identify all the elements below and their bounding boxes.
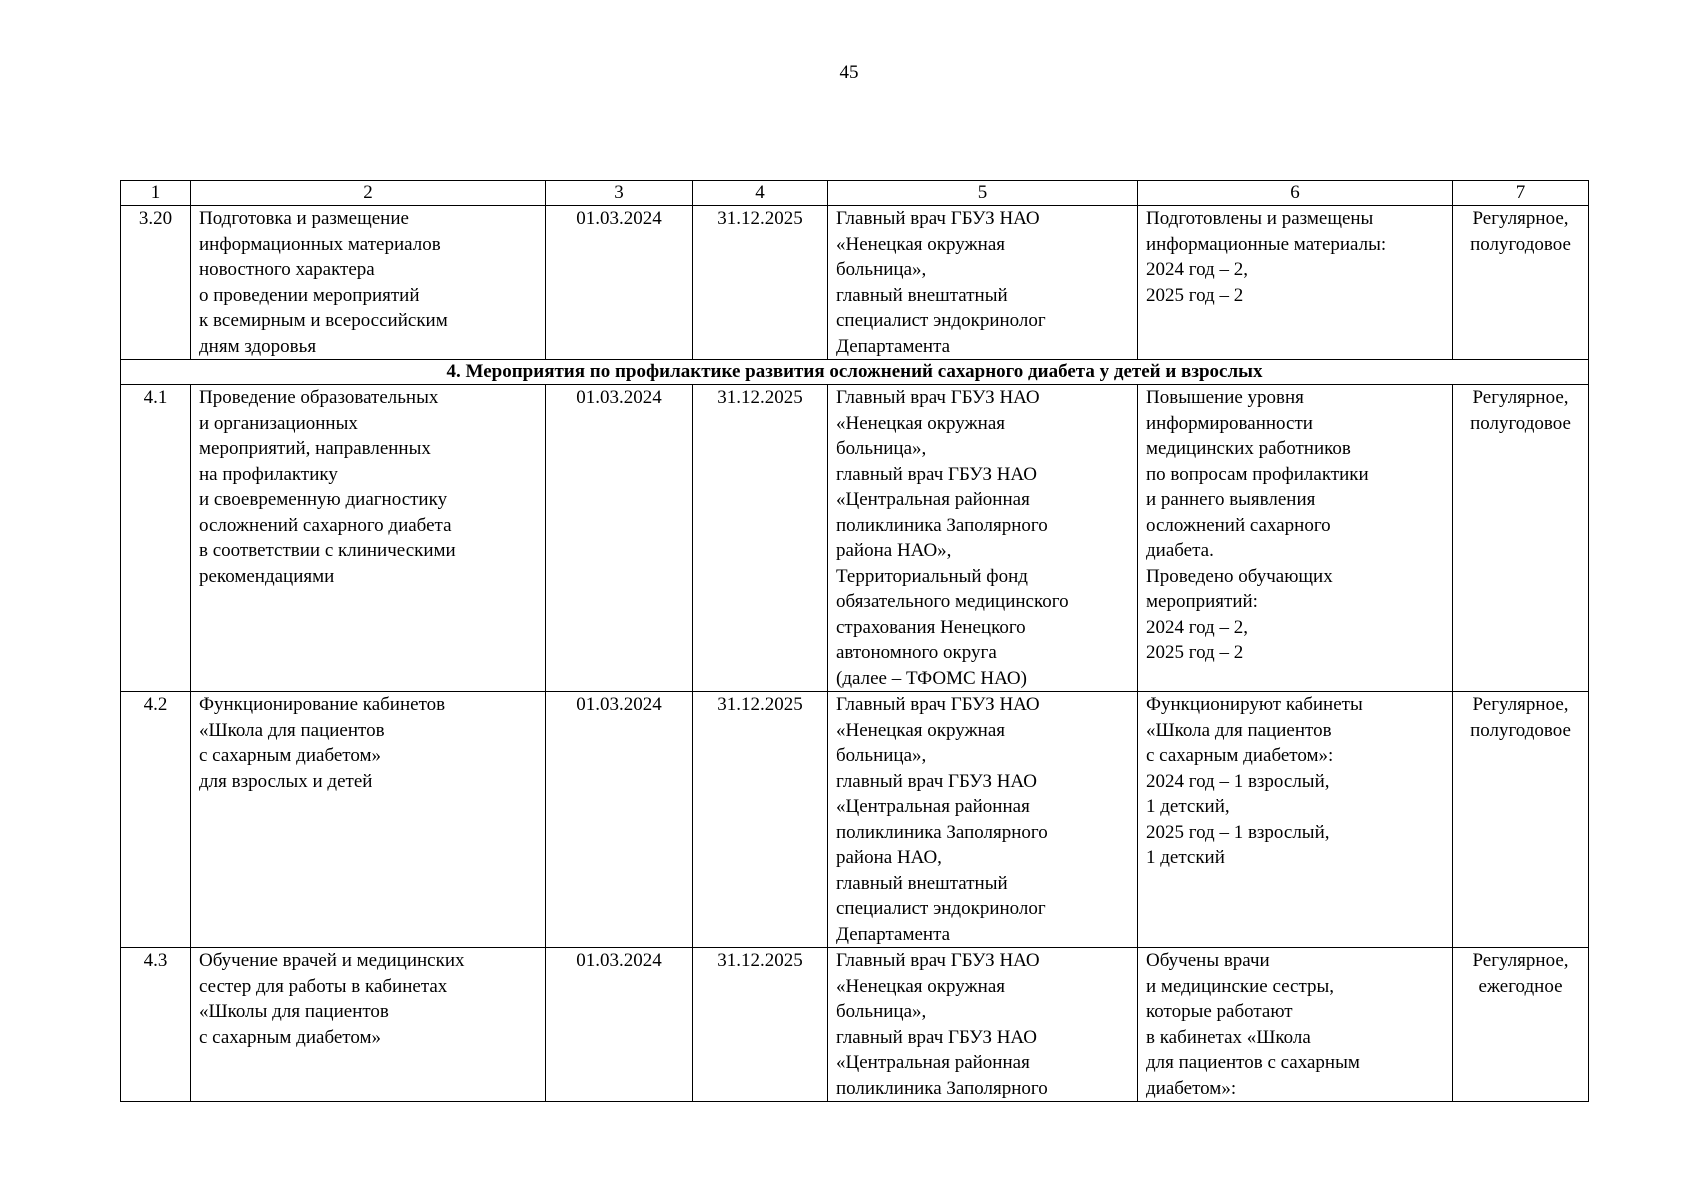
activity-cell: Проведение образовательных и организационных мероприятий, направленных на профилактику и своевременную диагностику осложнений сахарного диабета в соответствии с клиническими рекомендациями xyxy=(191,385,546,692)
row-number: 4.1 xyxy=(121,385,191,692)
end-date-cell: 31.12.2025 xyxy=(693,206,828,360)
row-number: 4.3 xyxy=(121,948,191,1102)
table-row xyxy=(121,385,1589,692)
frequency-cell: Регулярное, полугодовое xyxy=(1453,385,1589,692)
frequency-cell: Регулярное, полугодовое xyxy=(1453,692,1589,948)
frequency-cell: Регулярное, полугодовое xyxy=(1453,206,1589,360)
result-cell: Повышение уровня информированности медицинских работников по вопросам профилактики и раннего выявления осложнений сахарного диабета. Проведено обучающих мероприятий: 2024 год – 2, 2025 год – 2 xyxy=(1138,385,1453,692)
table-row xyxy=(121,948,1589,1102)
responsible-cell: Главный врач ГБУЗ НАО «Ненецкая окружная больница», главный врач ГБУЗ НАО «Центральная районная поликлиника Заполярного района НАО», Территориальный фонд обязательного медицинского страхования Ненецкого автономного округа (далее – ТФОМС НАО) xyxy=(828,385,1138,692)
result-cell: Функционируют кабинеты «Школа для пациентов с сахарным диабетом»: 2024 год – 1 взрослый, 1 детский, 2025 год – 1 взрослый, 1 детский xyxy=(1138,692,1453,948)
column-number: 4 xyxy=(693,181,828,206)
activity-cell: Подготовка и размещение информационных материалов новостного характера о проведении мероприятий к всемирным и всероссийским дням здоровья xyxy=(191,206,546,360)
activity-cell: Обучение врачей и медицинских сестер для работы в кабинетах «Школы для пациентов с сахарным диабетом» xyxy=(191,948,546,1102)
responsible-cell: Главный врач ГБУЗ НАО «Ненецкая окружная больница», главный врач ГБУЗ НАО «Центральная районная поликлиника Заполярного района НАО, главный внештатный специалист эндокринолог Департамента xyxy=(828,692,1138,948)
table-row xyxy=(121,692,1589,948)
activity-cell: Функционирование кабинетов «Школа для пациентов с сахарным диабетом» для взрослых и детей xyxy=(191,692,546,948)
action-plan-table xyxy=(120,180,1589,1102)
end-date-cell: 31.12.2025 xyxy=(693,385,828,692)
column-number-row xyxy=(121,181,1589,206)
column-number: 7 xyxy=(1453,181,1589,206)
responsible-cell: Главный врач ГБУЗ НАО «Ненецкая окружная больница», главный врач ГБУЗ НАО «Центральная районная поликлиника Заполярного xyxy=(828,948,1138,1102)
column-number: 1 xyxy=(121,181,191,206)
end-date-cell: 31.12.2025 xyxy=(693,692,828,948)
end-date-cell: 31.12.2025 xyxy=(693,948,828,1102)
start-date-cell: 01.03.2024 xyxy=(546,385,693,692)
column-number: 3 xyxy=(546,181,693,206)
column-number: 2 xyxy=(191,181,546,206)
row-number: 3.20 xyxy=(121,206,191,360)
responsible-cell: Главный врач ГБУЗ НАО «Ненецкая окружная больница», главный внештатный специалист эндокринолог Департамента xyxy=(828,206,1138,360)
table-row xyxy=(121,206,1589,360)
result-cell: Подготовлены и размещены информационные материалы: 2024 год – 2, 2025 год – 2 xyxy=(1138,206,1453,360)
row-number: 4.2 xyxy=(121,692,191,948)
column-number: 5 xyxy=(828,181,1138,206)
start-date-cell: 01.03.2024 xyxy=(546,692,693,948)
start-date-cell: 01.03.2024 xyxy=(546,206,693,360)
section-title: 4. Мероприятия по профилактике развития осложнений сахарного диабета у детей и взрослых xyxy=(121,360,1589,385)
page-number: 45 xyxy=(839,62,859,83)
result-cell: Обучены врачи и медицинские сестры, которые работают в кабинетах «Школа для пациентов с сахарным диабетом»: xyxy=(1138,948,1453,1102)
section-header-row xyxy=(121,360,1589,385)
start-date-cell: 01.03.2024 xyxy=(546,948,693,1102)
frequency-cell: Регулярное, ежегодное xyxy=(1453,948,1589,1102)
column-number: 6 xyxy=(1138,181,1453,206)
